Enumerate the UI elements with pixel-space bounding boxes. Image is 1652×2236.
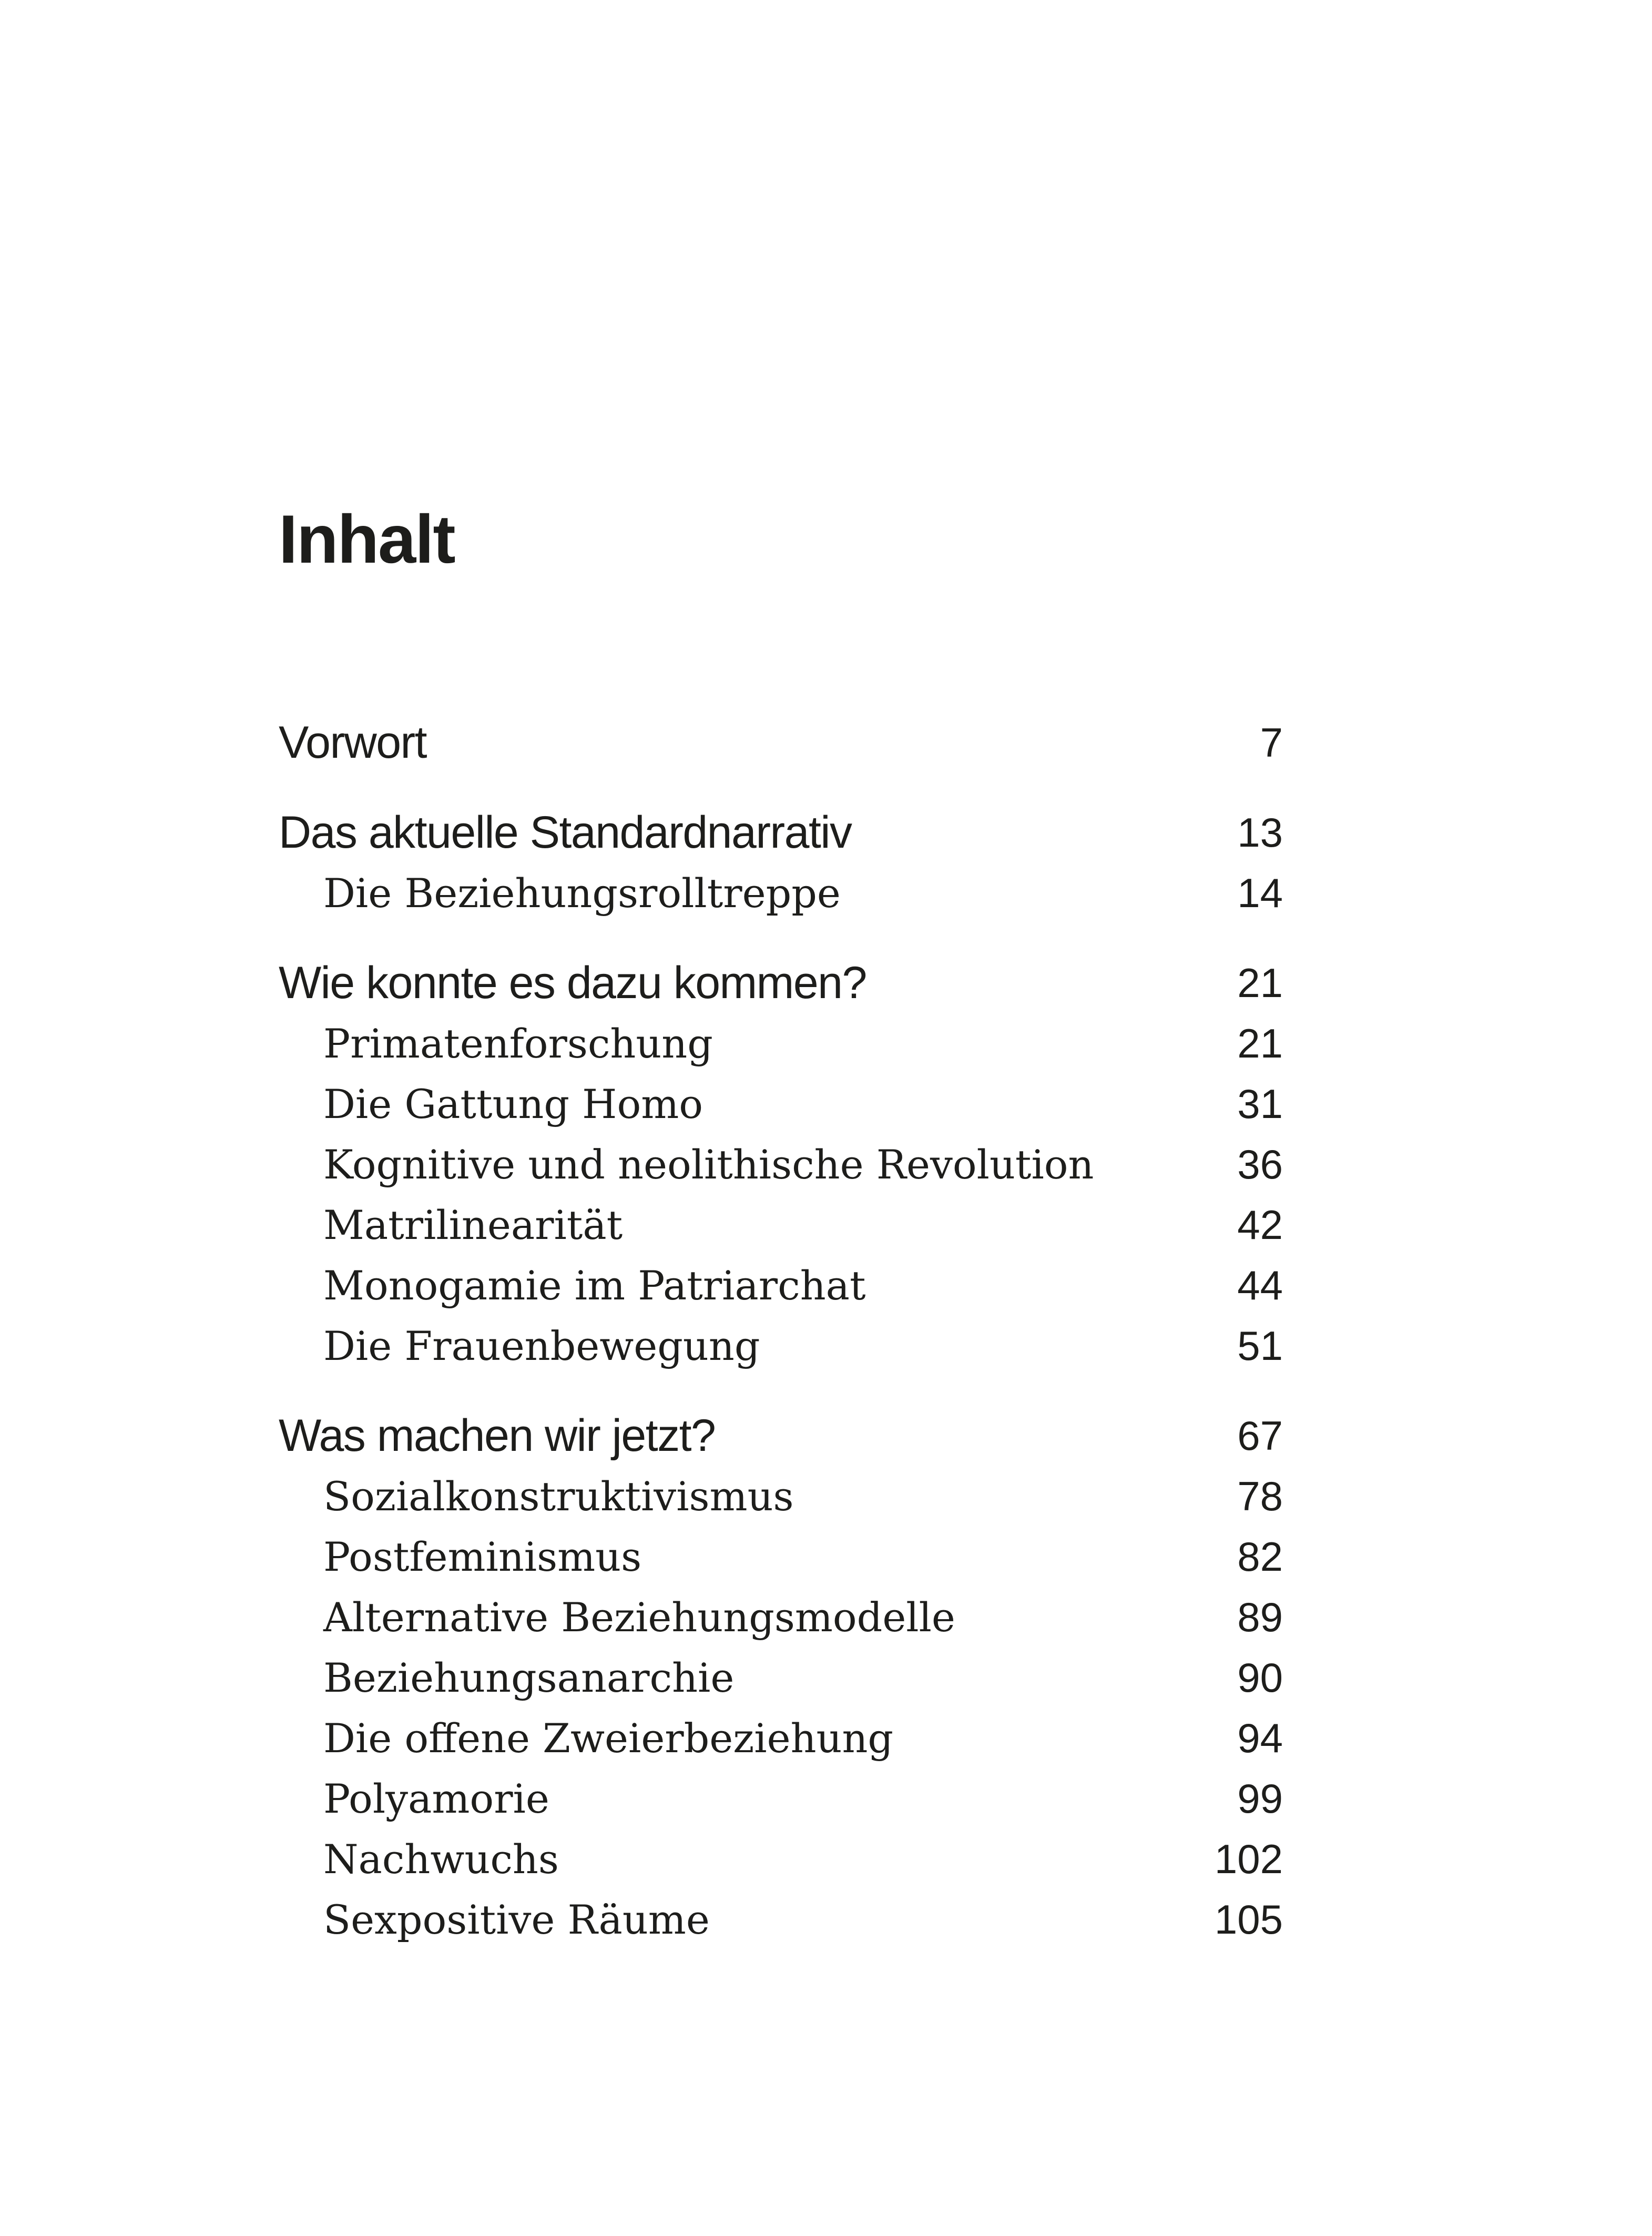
page-number: 14	[1237, 870, 1283, 916]
toc-subentry[interactable]	[279, 1134, 1283, 1195]
subentry-title: Nachwuchs	[323, 1836, 559, 1883]
toc-subentry[interactable]	[279, 863, 1283, 923]
page-number: 90	[1237, 1654, 1283, 1701]
subentry-title: Beziehungsanarchie	[323, 1654, 735, 1701]
toc-subentry[interactable]	[279, 1316, 1283, 1376]
chapter-title: Wie konnte es dazu kommen?	[279, 958, 866, 1008]
subentry-title: Polyamorie	[323, 1775, 549, 1822]
subentry-title: Monogamie im Patriarchat	[323, 1262, 866, 1309]
toc-section	[279, 713, 1283, 773]
toc-subentry[interactable]	[279, 1074, 1283, 1134]
page-number: 89	[1237, 1594, 1283, 1640]
toc-chapter-entry[interactable]	[279, 713, 1283, 773]
toc-subentry[interactable]	[279, 1255, 1283, 1316]
toc-section	[279, 802, 1283, 923]
page-number: 21	[1237, 1020, 1283, 1066]
page-number: 82	[1237, 1533, 1283, 1580]
page-number: 102	[1214, 1836, 1283, 1882]
page-number: 78	[1237, 1473, 1283, 1519]
subentry-title: Kognitive und neolithische Revolution	[323, 1141, 1094, 1188]
page-number: 42	[1237, 1202, 1283, 1248]
page-number: 31	[1237, 1081, 1283, 1127]
toc-subentry[interactable]	[279, 1466, 1283, 1527]
toc-subentry[interactable]	[279, 1195, 1283, 1255]
toc-section	[279, 1406, 1283, 1950]
page-number: 36	[1237, 1141, 1283, 1187]
toc-chapter-entry[interactable]	[279, 1406, 1283, 1466]
toc-subentry[interactable]	[279, 1829, 1283, 1889]
toc-chapter-entry[interactable]	[279, 802, 1283, 863]
table-of-contents	[279, 713, 1283, 1979]
page-number: 21	[1237, 960, 1283, 1006]
chapter-title: Vorwort	[279, 717, 427, 768]
toc-subentry[interactable]	[279, 1013, 1283, 1074]
page-title: Inhalt	[279, 501, 455, 577]
toc-subentry[interactable]	[279, 1708, 1283, 1769]
subentry-title: Alternative Beziehungsmodelle	[323, 1594, 955, 1641]
subentry-title: Die Gattung Homo	[323, 1081, 703, 1127]
subentry-title: Primatenforschung	[323, 1020, 713, 1067]
page-number: 67	[1237, 1412, 1283, 1459]
page-number: 94	[1237, 1715, 1283, 1761]
page-number: 7	[1260, 719, 1283, 766]
chapter-title: Was machen wir jetzt?	[279, 1410, 716, 1461]
toc-subentry[interactable]	[279, 1889, 1283, 1950]
subentry-title: Matrilinearität	[323, 1202, 623, 1248]
subentry-title: Sozialkonstruktivismus	[323, 1473, 794, 1520]
toc-subentry[interactable]	[279, 1648, 1283, 1708]
toc-subentry[interactable]	[279, 1769, 1283, 1829]
subentry-title: Die offene Zweierbeziehung	[323, 1715, 894, 1762]
toc-subentry[interactable]	[279, 1527, 1283, 1587]
subentry-title: Sexpositive Räume	[323, 1896, 710, 1943]
page-number: 13	[1237, 809, 1283, 856]
subentry-title: Postfeminismus	[323, 1533, 642, 1580]
page-number: 44	[1237, 1262, 1283, 1308]
subentry-title: Die Frauenbewegung	[323, 1323, 760, 1369]
page-number: 99	[1237, 1775, 1283, 1822]
page-number: 51	[1237, 1323, 1283, 1369]
subentry-title: Die Beziehungsrolltreppe	[323, 870, 841, 917]
toc-chapter-entry[interactable]	[279, 953, 1283, 1013]
page-number: 105	[1214, 1896, 1283, 1943]
toc-section	[279, 953, 1283, 1376]
chapter-title: Das aktuelle Standardnarrativ	[279, 807, 852, 858]
toc-subentry[interactable]	[279, 1587, 1283, 1648]
